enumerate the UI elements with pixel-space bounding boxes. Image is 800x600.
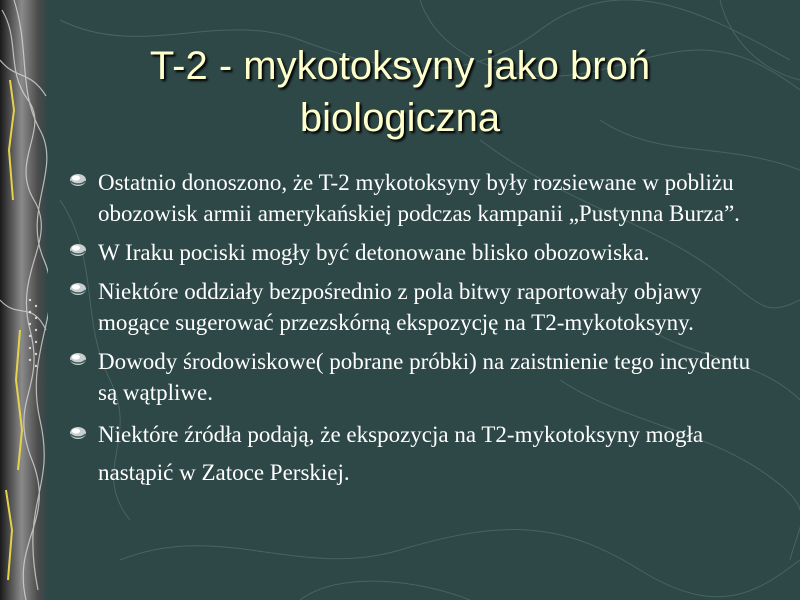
bullet-item xyxy=(66,237,756,268)
slide-title xyxy=(60,40,740,144)
globe-bullet-icon xyxy=(68,352,88,366)
bullet-list xyxy=(66,167,756,500)
bullet-item xyxy=(66,167,756,229)
bullet-item xyxy=(66,276,756,338)
left-decorative-strip xyxy=(0,0,48,600)
bullet-item xyxy=(66,416,756,492)
globe-bullet-icon xyxy=(68,173,88,187)
globe-bullet-icon xyxy=(68,426,88,440)
globe-bullet-icon xyxy=(68,282,88,296)
slide-title-line-1: T-2 - mykotoksyny jako broń xyxy=(149,44,651,88)
bullet-text: Dowody środowiskowe( pobrane próbki) na zaistnienie tego incydentu są wątpliwe. xyxy=(98,349,751,405)
bullet-text: Niektóre oddziały bezpośrednio z pola bitwy raportowały objawy mogące sugerować przezskórną ekspozycję na T2-mykotoksyny. xyxy=(98,279,702,335)
bullet-text: W Iraku pociski mogły być detonowane blisko obozowiska. xyxy=(98,240,650,265)
bullet-text: Niektóre źródła podają, że ekspozycja na T2-mykotoksyny mogła nastąpić w Zatoce Perskiej. xyxy=(98,422,704,485)
bullet-item xyxy=(66,346,756,408)
bullet-text: Ostatnio donoszono, że T-2 mykotoksyny były rozsiewane w pobliżu obozowisk armii amerykańskiej podczas kampanii „Pustynna Burza”. xyxy=(98,170,740,226)
globe-bullet-icon xyxy=(68,243,88,257)
slide-title-line-2: biologiczna xyxy=(299,96,501,140)
